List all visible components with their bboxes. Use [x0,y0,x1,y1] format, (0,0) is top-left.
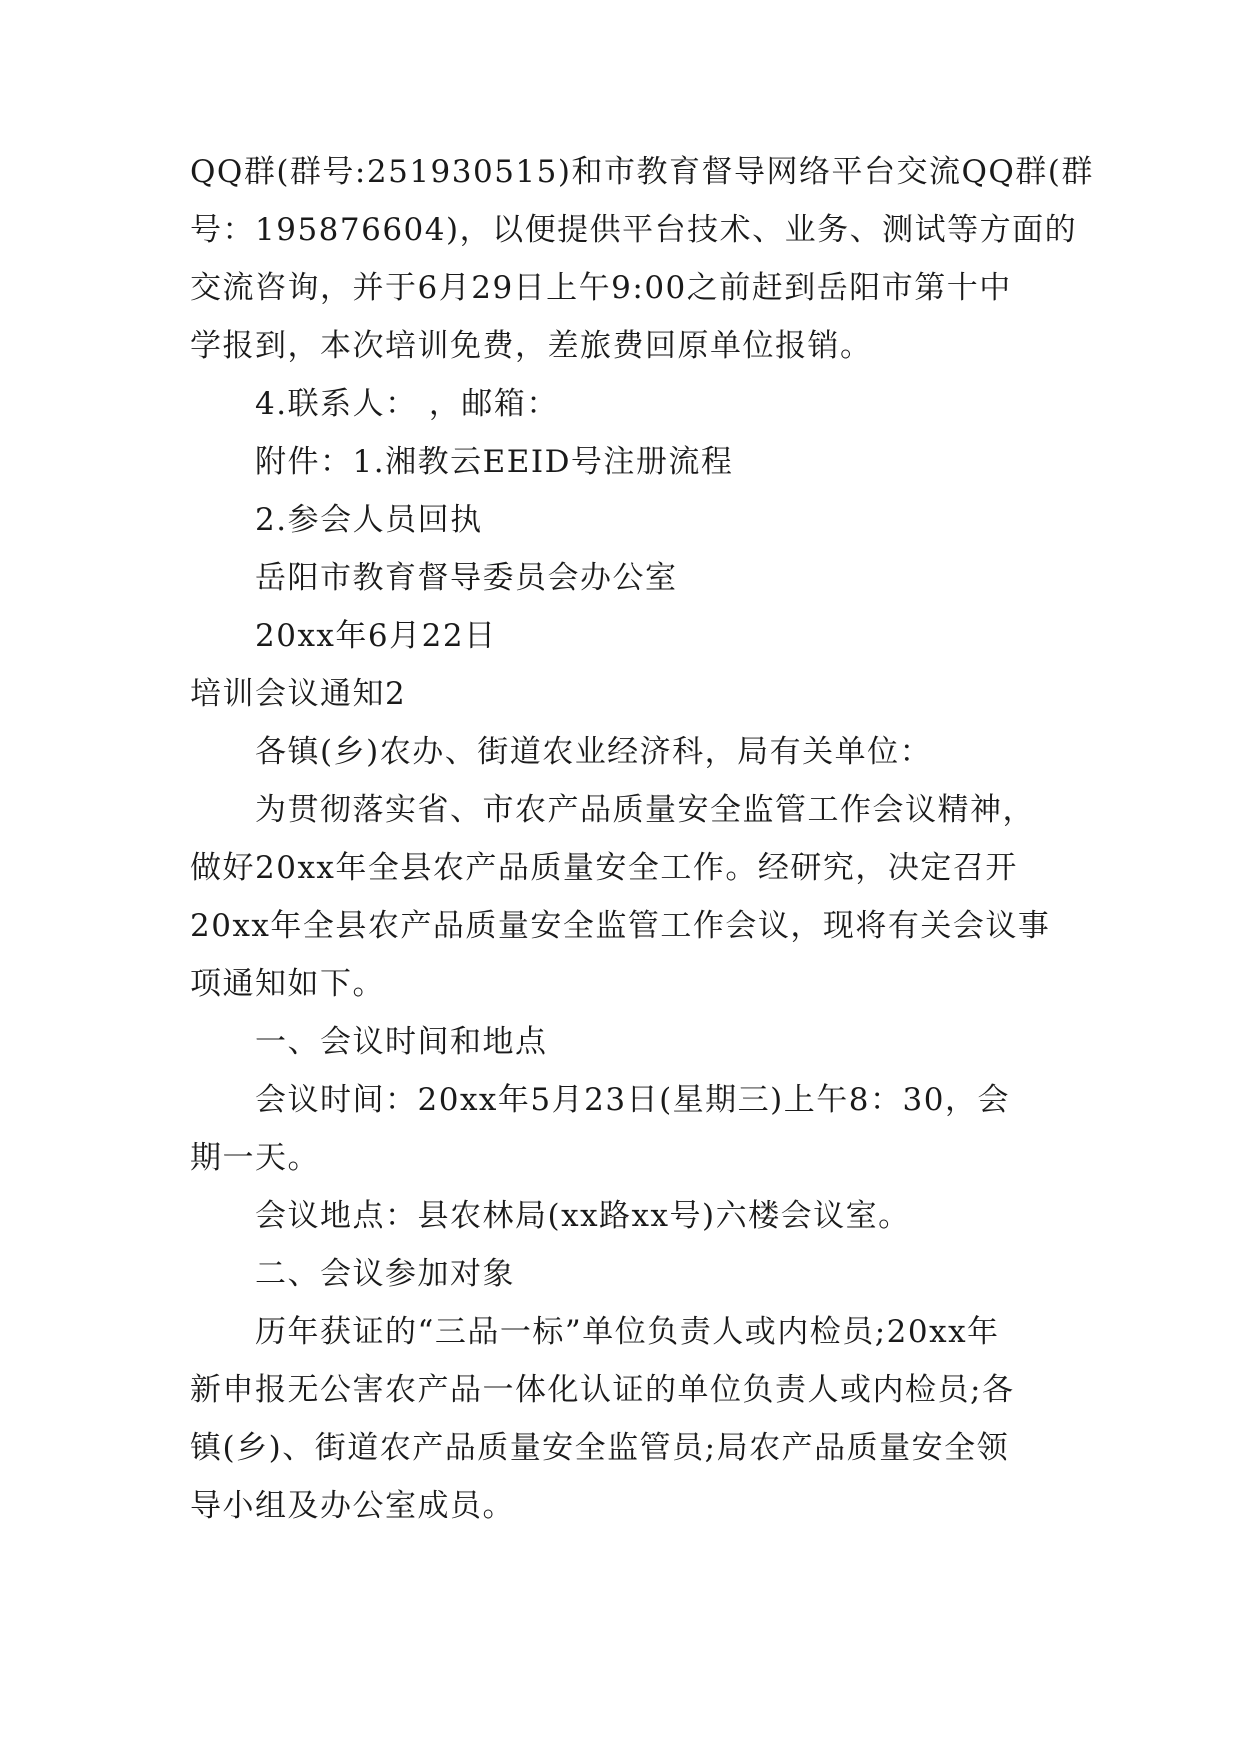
text-line: 为贯彻落实省、市农产品质量安全监管工作会议精神， [255,792,1035,828]
signature-org: 岳阳市教育督导委员会办公室 [255,560,678,596]
text-line: 号：195876604)，以便提供平台技术、业务、测试等方面的 [190,212,1078,248]
text-line: 做好20xx年全县农产品质量安全工作。经研究，决定召开 [190,850,1018,886]
section-heading: 二、会议参加对象 [255,1256,515,1292]
text-line: 20xx年全县农产品质量安全监管工作会议，现将有关会议事 [190,908,1051,944]
attachment-line: 附件：1.湘教云EEID号注册流程 [255,444,734,480]
attachment-line: 2.参会人员回执 [255,502,483,538]
signature-date: 20xx年6月22日 [255,618,497,654]
text-line: 项通知如下。 [190,966,385,1002]
text-line: 会议时间：20xx年5月23日(星期三)上午8：30，会 [255,1082,1010,1118]
text-line: 导小组及办公室成员。 [190,1488,515,1524]
text-line: 交流咨询，并于6月29日上午9:00之前赶到岳阳市第十中 [190,270,1012,306]
text-line: 会议地点：县农林局(xx路xx号)六楼会议室。 [255,1198,911,1234]
text-line: 历年获证的“三品一标”单位负责人或内检员;20xx年 [255,1314,1000,1350]
text-line: 镇(乡)、街道农产品质量安全监管员;局农产品质量安全领 [190,1430,1010,1466]
text-line: QQ群(群号:251930515)和市教育督导网络平台交流QQ群(群 [190,154,1094,190]
section-heading: 一、会议时间和地点 [255,1024,548,1060]
section-title: 培训会议通知2 [190,676,407,712]
contact-line: 4.联系人： ，邮箱： [255,386,559,422]
text-line: 期一天。 [190,1140,320,1176]
addressee-line: 各镇(乡)农办、街道农业经济科，局有关单位： [255,734,933,770]
text-line: 新申报无公害农产品一体化认证的单位负责人或内检员;各 [190,1372,1015,1408]
text-line: 学报到，本次培训免费，差旅费回原单位报销。 [190,328,873,364]
